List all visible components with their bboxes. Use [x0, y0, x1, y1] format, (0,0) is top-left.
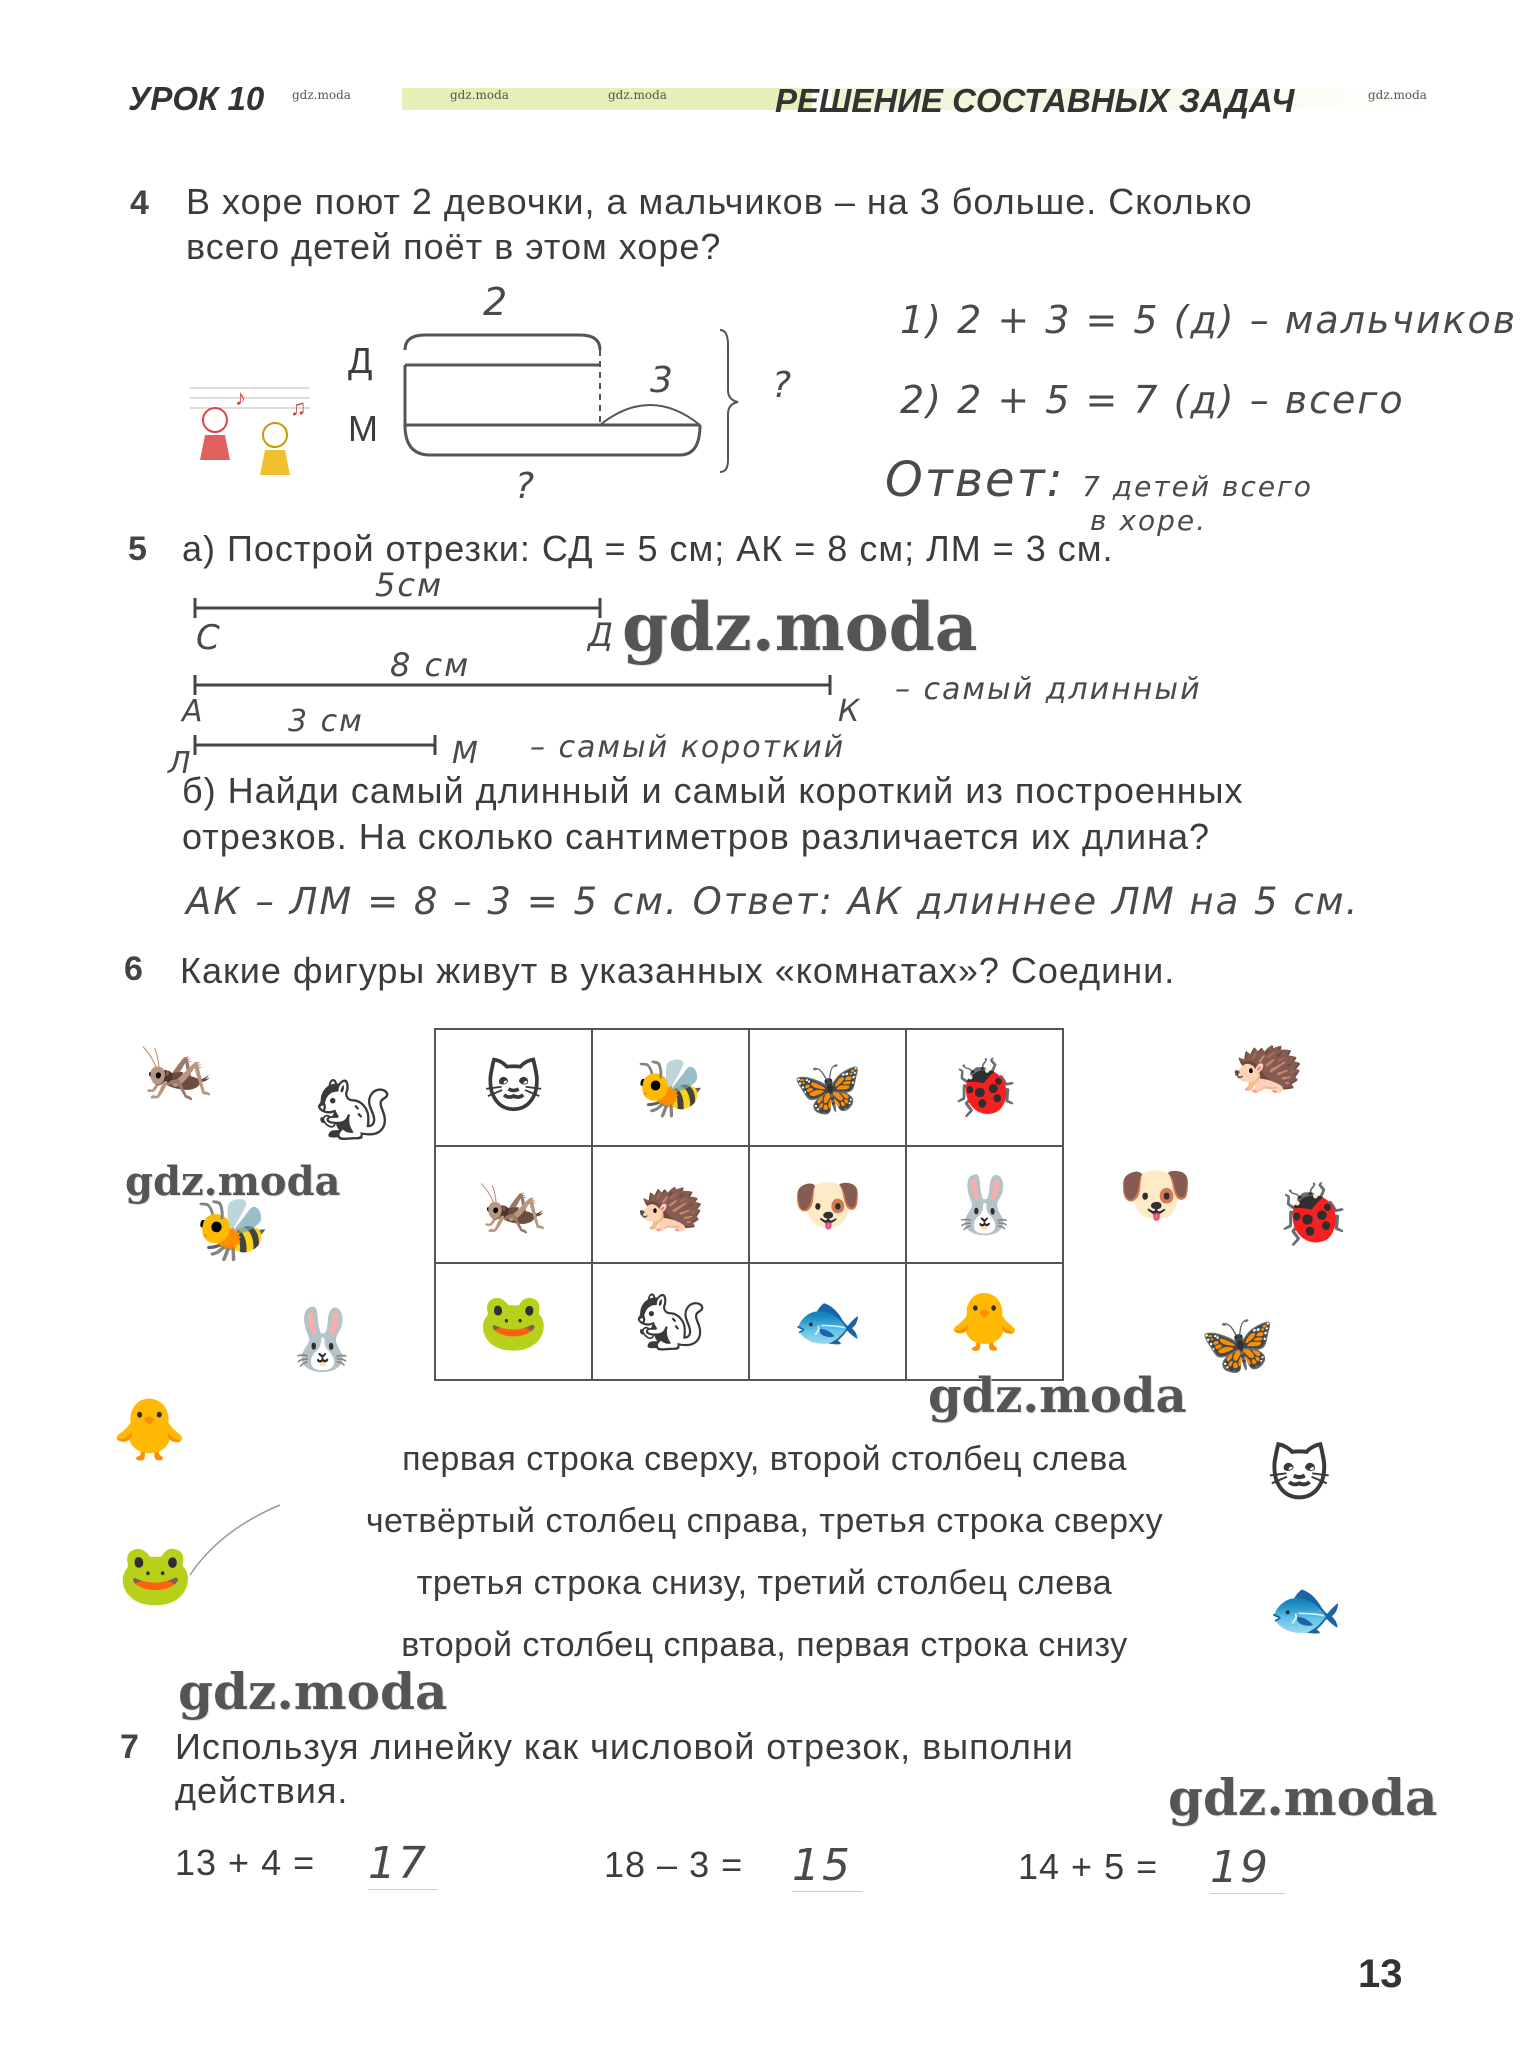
watermark-3: gdz.moda [928, 1368, 1187, 1424]
task6-text: Какие фигуры живут в указанных «комнатах»? Соедини. [180, 950, 1176, 991]
butterfly-icon[interactable]: 🦋 [1200, 1311, 1275, 1378]
grid-row-1 [435, 1029, 1063, 1146]
expr-2: 18 – 3 = [604, 1844, 744, 1885]
rabbit-icon[interactable]: 🐰 [285, 1306, 360, 1373]
diagram-question-bottom: ? [515, 466, 537, 507]
task7-number: 7 [120, 1728, 139, 1766]
header-watermark-4: gdz.moda [1368, 88, 1427, 102]
expr-3: 14 + 5 = [1018, 1846, 1159, 1887]
header-watermark-1: gdz.moda [292, 88, 351, 102]
clue-3: третья строка снизу, третий столбец слева [416, 1564, 1113, 1602]
lesson-label: УРОК 10 [128, 80, 265, 117]
cell-rabbit-icon[interactable]: 🐰 [906, 1146, 1063, 1263]
diagram-label-m: М [348, 408, 379, 449]
watermark-5: gdz.moda [1168, 1768, 1438, 1827]
bee-icon[interactable]: 🐝 [195, 1196, 270, 1263]
clue-1: первая строка сверху, второй столбец слева [402, 1440, 1127, 1478]
cell-duckling-icon[interactable]: 🐥 [906, 1263, 1063, 1380]
task4-answer-label: Ответ: [885, 452, 1065, 508]
task4-solution-step2: 2) 2 + 5 = 7 (д) – всего [900, 378, 1405, 422]
ladybug-icon[interactable]: 🐞 [1275, 1181, 1350, 1248]
cell-dog-icon[interactable]: 🐶 [749, 1146, 906, 1263]
frog-icon[interactable]: 🐸 [118, 1541, 193, 1608]
dragonfly-icon[interactable]: 🦗 [140, 1036, 215, 1103]
task4-answer-line2: в хоре. [1090, 504, 1208, 537]
cell-squirrel-icon[interactable]: 🐿 [592, 1263, 749, 1380]
squirrel-icon[interactable]: 🐿 [315, 1076, 392, 1143]
diagram-label-2: 2 [483, 280, 510, 324]
cell-fish-icon[interactable]: 🐟 [749, 1263, 906, 1380]
segment-lm-end: М [452, 736, 480, 771]
hedgehog-icon[interactable]: 🦔 [1230, 1031, 1305, 1098]
cell-dragonfly-icon[interactable]: 🦗 [435, 1146, 592, 1263]
answer-1[interactable]: 17 [368, 1838, 438, 1890]
segment-ak-note: – самый длинный [895, 672, 1202, 707]
watermark-1: gdz.moda [622, 588, 978, 666]
segment-ak-start: А [182, 694, 205, 729]
diagram-label-3: 3 [650, 360, 675, 401]
segment-ak-end: К [838, 694, 862, 729]
cat-icon[interactable]: 🐱 [1268, 1441, 1331, 1508]
segment-lm-start: Л [168, 746, 193, 781]
task6-number: 6 [124, 950, 143, 988]
segment-lm-length: 3 см [288, 704, 364, 739]
segment-cd-start: С [196, 618, 222, 658]
answer-3[interactable]: 19 [1210, 1842, 1285, 1894]
cell-bee-icon[interactable]: 🐝 [592, 1029, 749, 1146]
task5-number: 5 [128, 530, 147, 568]
diagram-label-d: Д [348, 340, 374, 381]
segment-cd-end: Д [588, 616, 615, 654]
answer-2[interactable]: 15 [792, 1840, 862, 1892]
diagram-question-right: ? [772, 365, 794, 406]
task4-number: 4 [130, 184, 149, 222]
grid-row-2 [435, 1146, 1063, 1263]
cell-butterfly-icon[interactable]: 🦋 [749, 1029, 906, 1146]
cell-ladybug-icon[interactable]: 🐞 [906, 1029, 1063, 1146]
clue-4: второй столбец справа, первая строка снизу [401, 1626, 1128, 1664]
lesson-title: РЕШЕНИЕ СОСТАВНЫХ ЗАДАЧ [775, 82, 1295, 119]
fish-icon[interactable]: 🐟 [1268, 1576, 1343, 1643]
duckling-icon[interactable]: 🐥 [112, 1396, 187, 1463]
expr-1: 13 + 4 = [175, 1842, 316, 1883]
watermark-4: gdz.moda [178, 1662, 448, 1721]
task5-part-b-line2: отрезков. На сколько сантиметров различается их длина? [182, 816, 1211, 857]
page-number: 13 [1358, 1952, 1403, 1996]
task4-answer-line1: 7 детей всего [1082, 470, 1313, 503]
cell-frog-icon[interactable]: 🐸 [435, 1263, 592, 1380]
task4-text-line2: всего детей поёт в этом хоре? [186, 226, 722, 267]
cell-cat-icon[interactable]: 🐱 [435, 1029, 592, 1146]
grid-row-3 [435, 1263, 1063, 1380]
rooms-grid [434, 1028, 1064, 1381]
svg-text:♫: ♫ [290, 395, 307, 420]
task7-text-line2: действия. [175, 1770, 349, 1811]
cell-hedgehog-icon[interactable]: 🦔 [592, 1146, 749, 1263]
task5-part-b-line1: б) Найди самый длинный и самый короткий из построенных [182, 770, 1244, 811]
task4-solution-step1: 1) 2 + 3 = 5 (д) – мальчиков [900, 298, 1518, 342]
clue-2: четвёртый столбец справа, третья строка сверху [365, 1502, 1164, 1540]
singing-children-icon [190, 385, 310, 475]
segment-ak-length: 8 см [390, 646, 471, 684]
task7-text-line1: Используя линейку как числовой отрезок, выполни [175, 1726, 1074, 1767]
task5-answer: АК – ЛМ = 8 – 3 = 5 см. Ответ: АК длиннее ЛМ на 5 см. [186, 880, 1360, 923]
dog-icon[interactable]: 🐶 [1118, 1161, 1193, 1228]
header-watermark-2: gdz.moda [450, 88, 509, 102]
header-watermark-3: gdz.moda [608, 88, 667, 102]
svg-text:♪: ♪ [235, 385, 246, 410]
segment-lm-note: – самый короткий [530, 730, 846, 765]
task5-part-a: а) Построй отрезки: СД = 5 см; АК = 8 см; ЛМ = 3 см. [182, 528, 1114, 569]
segment-cd-length: 5см [375, 566, 444, 604]
task4-text-line1: В хоре поют 2 девочки, а мальчиков – на 3 больше. Сколько [186, 181, 1253, 222]
watermark-2: gdz.moda [125, 1158, 341, 1205]
